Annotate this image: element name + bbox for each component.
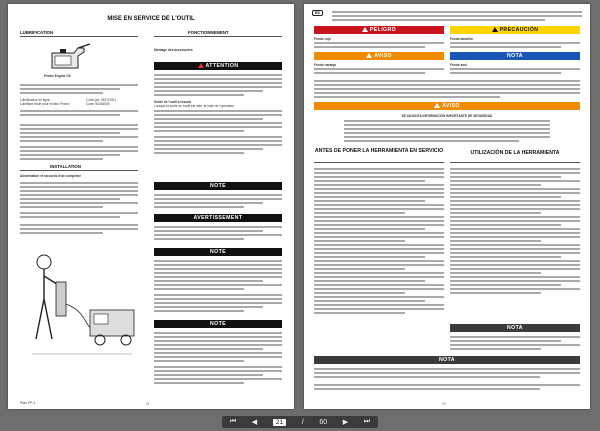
caution-banner-precaucion — [450, 26, 580, 34]
fondo-rojo-label: Fondo rojo — [314, 37, 331, 41]
subheading-montage: Montage des accessoires — [154, 48, 193, 52]
safety-heading: SE ADJUNTA INFORMACIÓN IMPORTANTE DE SEGURIDAD — [401, 114, 493, 118]
paragraph-text — [20, 146, 138, 162]
language-badge: ES — [312, 10, 323, 16]
warning-banner-attention — [154, 62, 282, 70]
banner-label: NOTA — [507, 53, 523, 59]
fondo-naranja-label: Fondo naranja — [314, 63, 336, 67]
sortie-text: Lorsque la sortie de l'outil est vide, la main de l'opérateur — [154, 104, 235, 108]
banner-label: NOTE — [209, 321, 226, 327]
bullet-list — [450, 168, 580, 296]
banner-label: NOTA — [439, 357, 455, 363]
paragraph-text — [154, 226, 282, 242]
engine-oil-label: Lubrifiant Huile pour moteur Protec — [20, 102, 70, 106]
warning-banner-avertissement — [154, 214, 282, 222]
paragraph-text — [154, 294, 282, 314]
bullet-list — [314, 168, 444, 316]
section-heading-installation: INSTALLATION — [50, 164, 81, 169]
banner-label: PELIGRO — [369, 27, 397, 33]
oil-can-icon — [46, 41, 92, 73]
page-separator: / — [301, 418, 304, 426]
warning-triangle-icon — [492, 27, 498, 32]
paragraph-text — [344, 120, 550, 144]
page-navigator — [222, 416, 378, 428]
divider — [154, 36, 282, 37]
paragraph-text — [450, 336, 580, 352]
page-total: 60 — [319, 418, 328, 426]
paragraph-text — [20, 124, 138, 144]
paragraph-text — [154, 74, 282, 98]
next-page-icon[interactable]: ▶ — [342, 419, 349, 426]
figure-caption: Plan: PP-1 — [20, 401, 36, 405]
banner-label: AVISO — [374, 53, 392, 59]
document-page-left — [8, 4, 294, 409]
paragraph-text — [314, 368, 580, 380]
document-page-right — [304, 4, 590, 409]
paragraph-text — [20, 212, 138, 220]
danger-banner-peligro — [314, 26, 444, 34]
lubricator-label: Lubrificateur en ligne — [20, 98, 50, 102]
warning-triangle-icon — [198, 63, 204, 68]
note-banner-nota — [450, 52, 580, 60]
page-number-input[interactable]: 21 — [273, 419, 286, 426]
last-page-icon[interactable]: ⏭ — [363, 418, 371, 425]
oil-caption: Protec Engine Oil — [44, 74, 71, 78]
banner-label: AVERTISSEMENT — [193, 215, 243, 221]
page-number: 21 — [146, 402, 150, 406]
warning-triangle-icon — [366, 53, 372, 58]
warning-banner-aviso — [314, 102, 580, 110]
divider — [314, 162, 444, 163]
compressor-illustration — [22, 244, 142, 394]
page-title: MISE EN SERVICE DE L'OUTIL — [107, 16, 195, 22]
section-title-antes: ANTES DE PONER LA HERRAMIENTA EN SERVICIO — [314, 148, 444, 154]
fondo-azul-label: Fondo azul — [450, 63, 467, 67]
subheading-sortie: Sortie de l'outil à ressort — [154, 100, 192, 104]
paragraph-text — [20, 110, 138, 118]
banner-label: NOTA — [507, 325, 523, 331]
note-banner-nota — [314, 356, 580, 364]
banner-label: ATTENTION — [205, 63, 239, 69]
note-banner-nota — [450, 324, 580, 332]
section-heading-fonctionnement: FONCTIONNEMENT — [188, 30, 229, 35]
paragraph-text — [314, 80, 580, 100]
note-banner — [154, 248, 282, 256]
paragraph-text — [20, 182, 138, 210]
paragraph-text — [450, 42, 580, 50]
banner-label: NOTE — [209, 249, 226, 255]
paragraph-text — [20, 224, 138, 236]
divider — [20, 170, 138, 171]
note-banner — [154, 182, 282, 190]
paragraph-text — [314, 68, 444, 76]
section-title-utilizacion: UTILIZACIÓN DE LA HERRAMIENTA — [470, 150, 560, 156]
lubricator-code: Code (pn: 26371011) — [86, 98, 116, 102]
page-number: 22 — [442, 402, 446, 406]
warning-banner-aviso — [314, 52, 444, 60]
section-heading-lubrification: LUBRIFICATION — [20, 30, 54, 35]
previous-page-icon[interactable]: ◀ — [251, 419, 258, 426]
paragraph-text — [314, 42, 444, 50]
paragraph-text — [450, 68, 580, 76]
first-page-icon[interactable]: ⏮ — [229, 418, 237, 425]
banner-label: NOTE — [209, 183, 226, 189]
banner-label: AVISO — [442, 103, 460, 109]
note-banner — [154, 320, 282, 328]
divider — [20, 36, 138, 37]
subheading-alimentation: Alimentation et raccords d'air comprimé — [20, 174, 81, 178]
paragraph-text — [332, 11, 582, 23]
divider — [450, 162, 580, 163]
paragraph-text — [154, 366, 282, 386]
paragraph-text — [154, 194, 282, 210]
paragraph-text — [154, 332, 282, 364]
viewer-toolbar — [0, 414, 600, 431]
engine-oil-code: Code: 60446005 — [86, 102, 110, 106]
banner-label: PRECAUCIÓN — [499, 27, 539, 33]
warning-triangle-icon — [362, 27, 368, 32]
paragraph-text — [154, 110, 282, 134]
paragraph-text — [314, 384, 580, 392]
paragraph-text — [154, 136, 282, 156]
warning-triangle-icon — [434, 103, 440, 108]
paragraph-text — [154, 260, 282, 292]
fondo-amarillo-label: Fondo amarillo — [450, 37, 473, 41]
paragraph-text — [20, 84, 138, 96]
